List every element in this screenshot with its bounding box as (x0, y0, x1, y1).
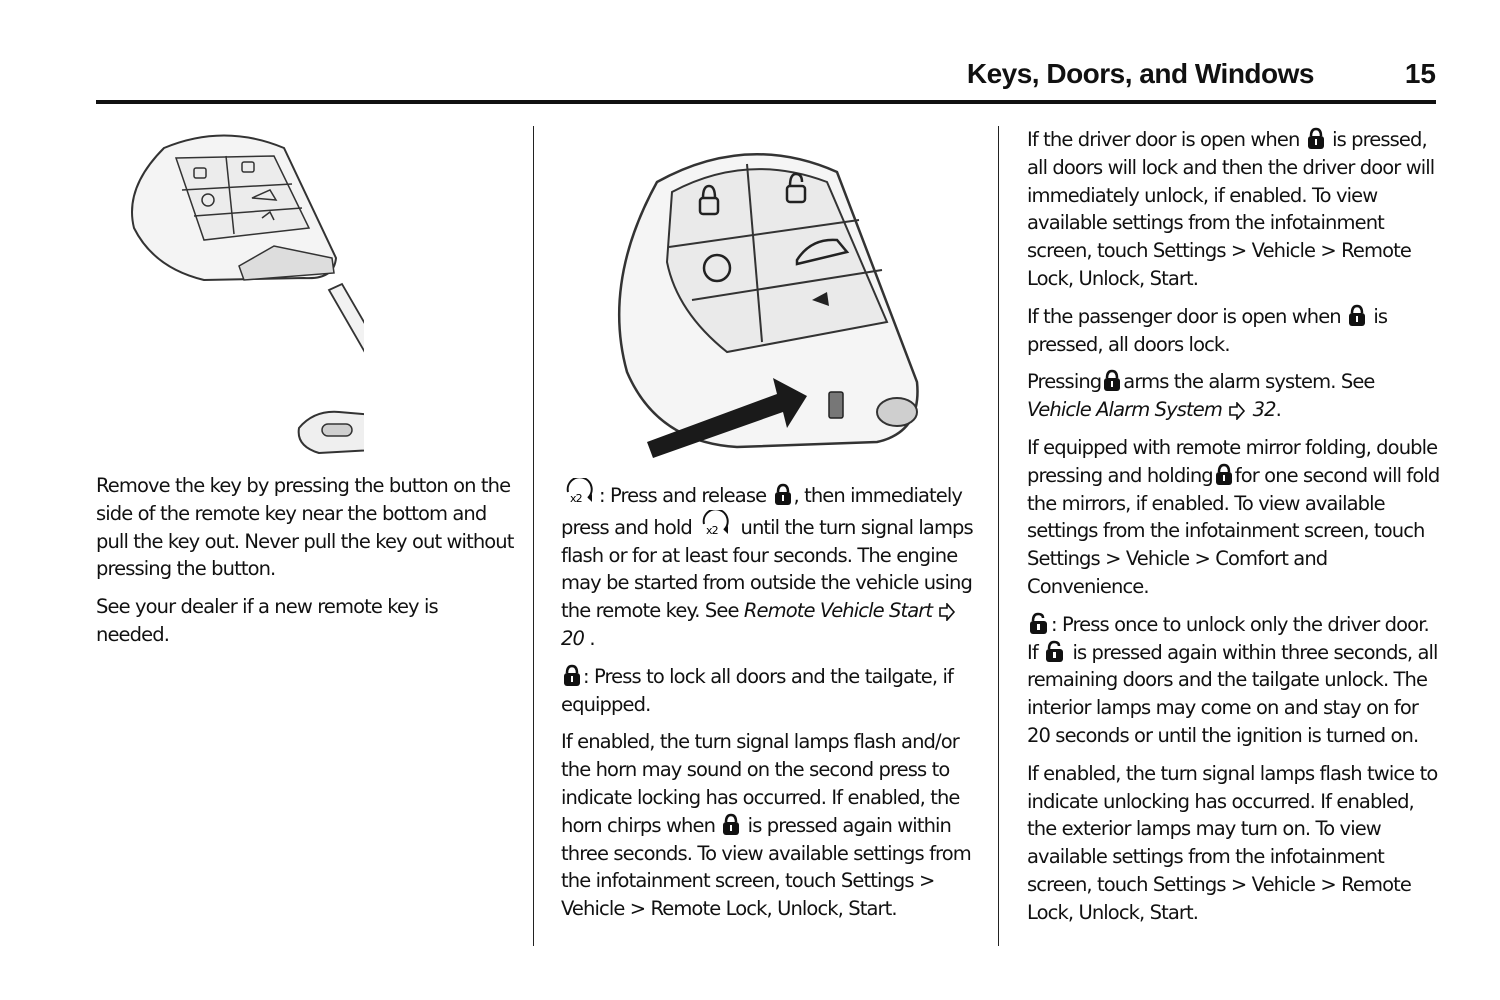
key-removal-instruction: Remove the key by pressing the button on the side of the remote key near the bottom and pull the key out. Never pull the key out without pressing the button. (96, 474, 514, 581)
vehicle-alarm-system-reference[interactable]: Vehicle Alarm System (1027, 398, 1222, 422)
unlock-feedback-paragraph: If enabled, the turn signal lamps flash twice to indicate unlocking has occurred. If enabled, the exterior lamps may turn on. To view available settings from the infotainment screen, touch Settings > Vehicle > Remote Lock, Unlock, Start. (1027, 761, 1438, 924)
lock-icon (773, 482, 793, 506)
header-rule (96, 100, 1436, 104)
column-divider-2 (998, 126, 999, 946)
remote-key-fob-small (132, 136, 336, 281)
page-header-title: Keys, Doors, and Windows (966, 58, 1314, 89)
passenger-door-open-paragraph: If the passenger door is open when is pressed, all doors lock. (1027, 304, 1388, 356)
lock-button-description: : Press to lock all doors and the tailgate, if equipped. (561, 664, 953, 716)
remote-vehicle-start-reference[interactable]: Remote Vehicle Start (743, 599, 933, 623)
mechanical-key-blade (299, 284, 364, 453)
driver-door-open-paragraph: If the driver door is open when is pressed, all doors will lock and then the driver door will immediately unlock, if enabled. To view available settings from the infotainment screen, touch Settings > Vehicle > Remote Lock, Unlock, Start. (1027, 128, 1435, 290)
remote-vehicle-start-page[interactable]: 20 (561, 626, 585, 650)
svg-text:x2: x2 (570, 492, 582, 505)
column-divider-1 (533, 126, 534, 946)
alarm-arming-paragraph: Pressing arms the alarm system. See Vehicle Alarm System 32. (1027, 370, 1375, 422)
lock-icon (1347, 303, 1367, 327)
key-removal-illustration (124, 128, 364, 458)
page-reference-arrow-icon (1228, 402, 1246, 420)
remote-key-fob-illustration (597, 142, 957, 472)
dealer-replacement-note: See your dealer if a new remote key is needed. (96, 595, 438, 646)
lock-icon (721, 812, 741, 836)
remote-start-description: x2 : Press and release , then immediately press and hold x2 until the turn signal lamps flash or for at least four seconds. The engine may be started from outside the vehicle using the remote key. See Remote Vehicle Start 20 . (561, 478, 981, 653)
lock-icon (1214, 462, 1234, 486)
remote-start-x2-icon (562, 478, 598, 506)
remote-start-x2-icon (698, 510, 734, 538)
unlock-button-description: : Press once to unlock only the driver door. If is pressed again within three seconds, all remaining doors and the tailgate unlock. The interior lamps may come on and stay on for 20 seconds or until the ignition is turned on. (1027, 612, 1438, 747)
unlock-icon (1044, 639, 1066, 663)
unlock-icon (1028, 611, 1050, 635)
lock-icon (562, 663, 582, 687)
page-reference-arrow-icon (938, 603, 956, 621)
mirror-folding-paragraph: If equipped with remote mirror folding, double pressing and holding for one second will fold the mirrors, if enabled. To view available settings from the infotainment screen, touch Settings > Vehicle > Comfort and Convenience. (1027, 435, 1440, 598)
svg-text:x2: x2 (706, 523, 718, 537)
page-number: 15 (1404, 58, 1436, 89)
lock-icon (1306, 126, 1326, 150)
lock-icon (1102, 368, 1122, 392)
vehicle-alarm-system-page[interactable]: 32 (1252, 398, 1276, 422)
column-3 (1027, 126, 1443, 937)
lock-feedback-paragraph: If enabled, the turn signal lamps flash and/or the horn may sound on the second press to indicate locking has occurred. If enabled, the horn chirps when is pressed again within three seconds. To view available settings from the infotainment screen, touch Settings > Vehicle > Remote Lock, Unlock, Start. (561, 730, 971, 921)
key-release-button (829, 392, 843, 418)
